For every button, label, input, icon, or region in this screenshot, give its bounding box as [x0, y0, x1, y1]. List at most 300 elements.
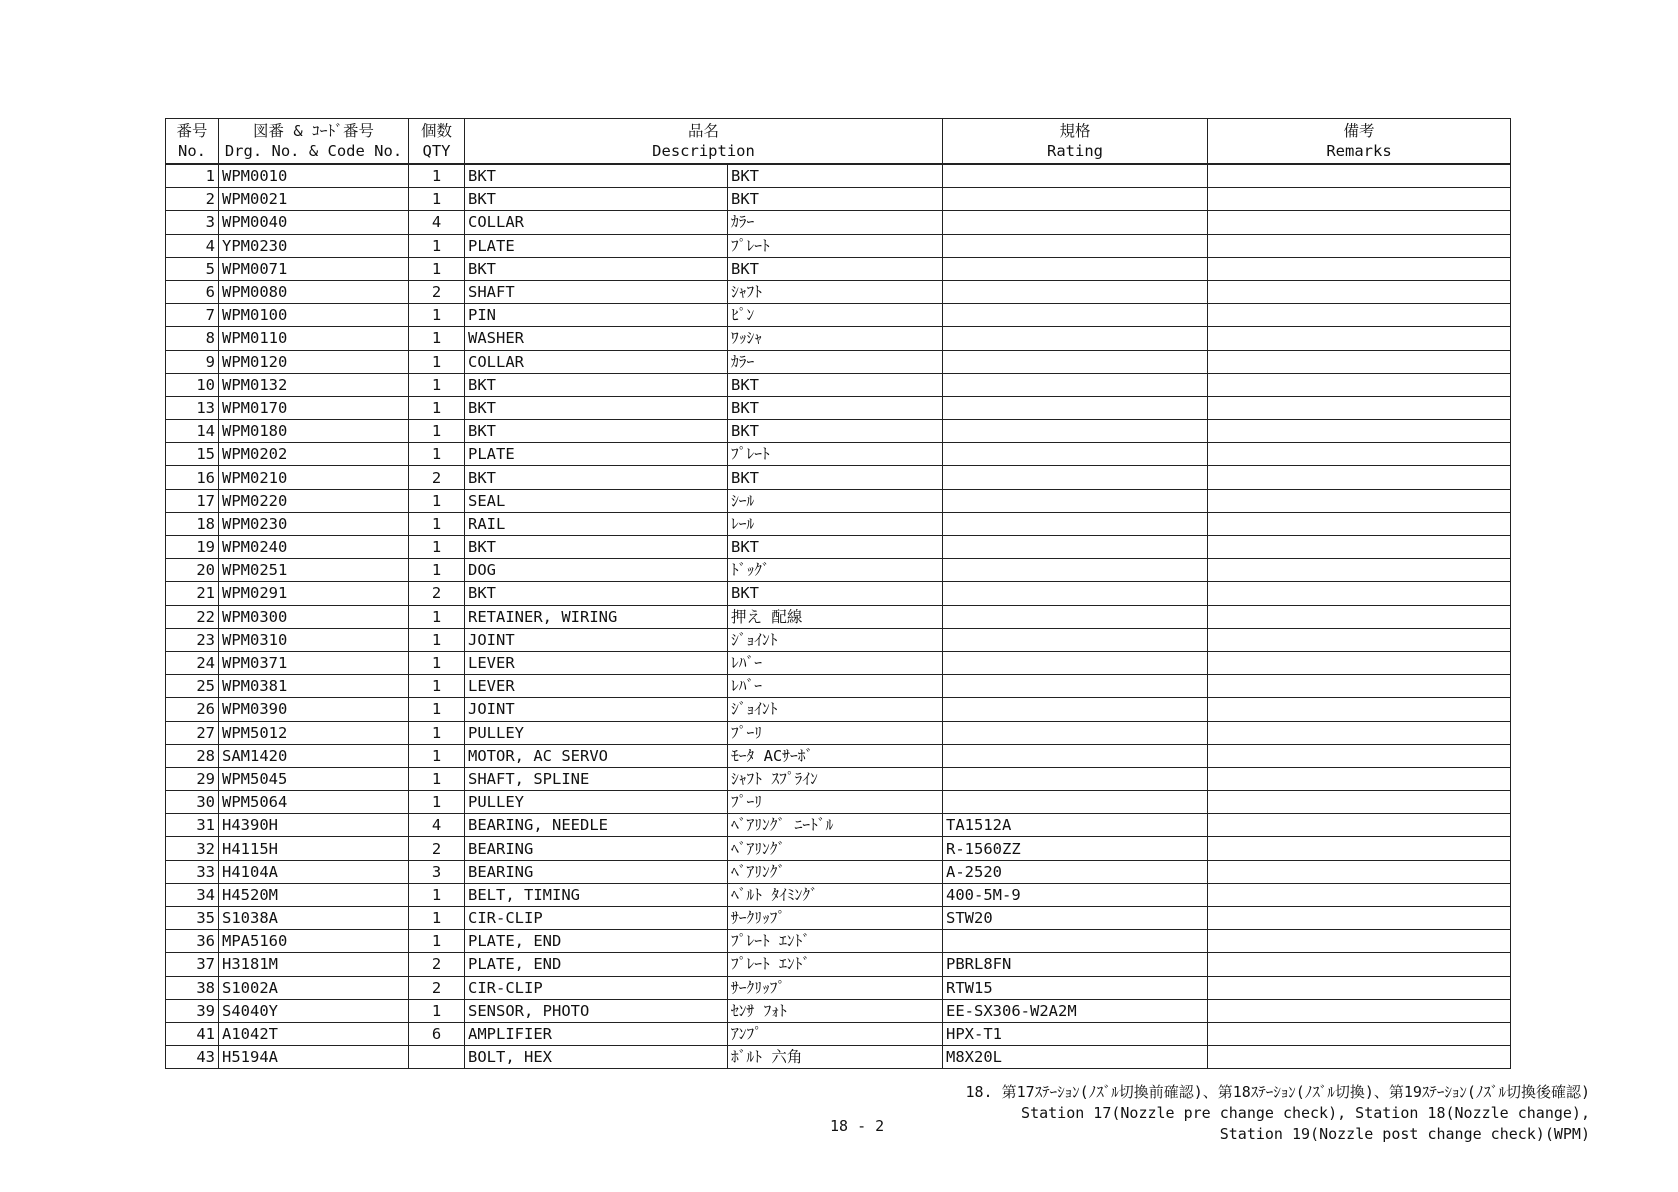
cell-description-jp: ｱﾝﾌﾟ: [728, 1022, 943, 1045]
cell-quantity: 1: [409, 512, 465, 535]
table-row: [166, 883, 1511, 906]
cell-drawing-code: WPM0230: [219, 512, 409, 535]
cell-row-number: 15: [166, 443, 219, 466]
cell-row-number: 43: [166, 1046, 219, 1069]
cell-rating: A-2520: [943, 860, 1208, 883]
cell-row-number: 1: [166, 164, 219, 188]
cell-drawing-code: H5194A: [219, 1046, 409, 1069]
cell-drawing-code: WPM0170: [219, 396, 409, 419]
cell-description-en: SHAFT, SPLINE: [465, 767, 728, 790]
cell-description-jp: BKT: [728, 466, 943, 489]
cell-drawing-code: WPM0071: [219, 257, 409, 280]
cell-drawing-code: S1002A: [219, 976, 409, 999]
cell-rating: [943, 698, 1208, 721]
table-row: [166, 257, 1511, 280]
cell-description-jp: ﾍﾞｱﾘﾝｸﾞ: [728, 860, 943, 883]
cell-description-en: PLATE: [465, 443, 728, 466]
cell-description-jp: ｼﾞｮｲﾝﾄ: [728, 628, 943, 651]
cell-drawing-code: S1038A: [219, 907, 409, 930]
cell-quantity: 1: [409, 559, 465, 582]
cell-row-number: 41: [166, 1022, 219, 1045]
table-row: [166, 350, 1511, 373]
cell-quantity: 1: [409, 536, 465, 559]
cell-description-jp: ﾌﾟﾚｰﾄ: [728, 234, 943, 257]
cell-rating: TA1512A: [943, 814, 1208, 837]
cell-quantity: 1: [409, 628, 465, 651]
cell-quantity: 1: [409, 791, 465, 814]
table-row: [166, 188, 1511, 211]
table-row: [166, 675, 1511, 698]
cell-drawing-code: WPM0100: [219, 304, 409, 327]
cell-description-en: COLLAR: [465, 350, 728, 373]
cell-description-jp: BKT: [728, 257, 943, 280]
cell-remarks: [1208, 257, 1511, 280]
cell-row-number: 22: [166, 605, 219, 628]
cell-remarks: [1208, 605, 1511, 628]
cell-drawing-code: YPM0230: [219, 234, 409, 257]
cell-description-en: WASHER: [465, 327, 728, 350]
cell-rating: [943, 744, 1208, 767]
cell-quantity: 2: [409, 976, 465, 999]
cell-row-number: 16: [166, 466, 219, 489]
cell-drawing-code: WPM0021: [219, 188, 409, 211]
cell-row-number: 37: [166, 953, 219, 976]
cell-remarks: [1208, 304, 1511, 327]
cell-rating: [943, 211, 1208, 234]
cell-description-jp: BKT: [728, 396, 943, 419]
cell-row-number: 34: [166, 883, 219, 906]
cell-row-number: 30: [166, 791, 219, 814]
cell-remarks: [1208, 953, 1511, 976]
cell-description-en: BKT: [465, 396, 728, 419]
cell-description-en: LEVER: [465, 651, 728, 674]
cell-description-en: PLATE, END: [465, 930, 728, 953]
cell-description-jp: ﾄﾞｯｸﾞ: [728, 559, 943, 582]
cell-remarks: [1208, 512, 1511, 535]
cell-description-en: PLATE: [465, 234, 728, 257]
cell-row-number: 26: [166, 698, 219, 721]
cell-description-en: DOG: [465, 559, 728, 582]
cell-row-number: 7: [166, 304, 219, 327]
cell-quantity: 1: [409, 396, 465, 419]
cell-description-en: PLATE, END: [465, 953, 728, 976]
cell-drawing-code: WPM0251: [219, 559, 409, 582]
table-row: [166, 721, 1511, 744]
cell-description-jp: BKT: [728, 582, 943, 605]
cell-row-number: 6: [166, 280, 219, 303]
cell-drawing-code: H4390H: [219, 814, 409, 837]
table-row: [166, 466, 1511, 489]
table-row: [166, 373, 1511, 396]
cell-rating: 400-5M-9: [943, 883, 1208, 906]
cell-row-number: 38: [166, 976, 219, 999]
cell-rating: [943, 234, 1208, 257]
cell-rating: [943, 466, 1208, 489]
cell-rating: [943, 536, 1208, 559]
cell-row-number: 14: [166, 420, 219, 443]
cell-rating: M8X20L: [943, 1046, 1208, 1069]
cell-remarks: [1208, 999, 1511, 1022]
cell-description-jp: ｼﾞｮｲﾝﾄ: [728, 698, 943, 721]
table-row: [166, 420, 1511, 443]
cell-quantity: 1: [409, 605, 465, 628]
cell-drawing-code: WPM5012: [219, 721, 409, 744]
table-row: [166, 396, 1511, 419]
cell-rating: [943, 443, 1208, 466]
cell-description-jp: ﾓｰﾀ ACｻｰﾎﾞ: [728, 744, 943, 767]
cell-drawing-code: WPM0040: [219, 211, 409, 234]
cell-remarks: [1208, 883, 1511, 906]
cell-quantity: 1: [409, 443, 465, 466]
cell-remarks: [1208, 721, 1511, 744]
cell-quantity: 1: [409, 373, 465, 396]
table-row: [166, 651, 1511, 674]
cell-description-jp: ｼｬﾌﾄ: [728, 280, 943, 303]
cell-row-number: 24: [166, 651, 219, 674]
cell-row-number: 10: [166, 373, 219, 396]
cell-rating: R-1560ZZ: [943, 837, 1208, 860]
table-row: [166, 814, 1511, 837]
cell-row-number: 2: [166, 188, 219, 211]
cell-description-en: SHAFT: [465, 280, 728, 303]
table-row: [166, 860, 1511, 883]
cell-description-en: PIN: [465, 304, 728, 327]
cell-rating: [943, 280, 1208, 303]
cell-row-number: 31: [166, 814, 219, 837]
cell-quantity: 1: [409, 304, 465, 327]
table-row: [166, 953, 1511, 976]
header-drg-no: 図番 & ｺｰﾄﾞ番号 Drg. No. & Code No.: [219, 119, 409, 165]
cell-rating: [943, 605, 1208, 628]
cell-rating: RTW15: [943, 976, 1208, 999]
cell-description-en: JOINT: [465, 628, 728, 651]
cell-remarks: [1208, 420, 1511, 443]
cell-description-jp: BKT: [728, 536, 943, 559]
header-remarks: 備考 Remarks: [1208, 119, 1511, 165]
cell-drawing-code: WPM0080: [219, 280, 409, 303]
cell-remarks: [1208, 536, 1511, 559]
table-row: [166, 1046, 1511, 1069]
cell-rating: [943, 373, 1208, 396]
cell-description-en: SENSOR, PHOTO: [465, 999, 728, 1022]
parts-list-table: [165, 118, 1511, 1069]
cell-description-en: CIR-CLIP: [465, 976, 728, 999]
cell-remarks: [1208, 675, 1511, 698]
cell-rating: [943, 512, 1208, 535]
table-row: [166, 164, 1511, 188]
cell-description-en: AMPLIFIER: [465, 1022, 728, 1045]
cell-remarks: [1208, 327, 1511, 350]
cell-row-number: 18: [166, 512, 219, 535]
cell-rating: [943, 304, 1208, 327]
table-row: [166, 582, 1511, 605]
cell-rating: [943, 721, 1208, 744]
cell-rating: [943, 582, 1208, 605]
cell-row-number: 27: [166, 721, 219, 744]
cell-description-jp: BKT: [728, 164, 943, 188]
cell-description-en: MOTOR, AC SERVO: [465, 744, 728, 767]
cell-description-en: RAIL: [465, 512, 728, 535]
cell-quantity: 1: [409, 675, 465, 698]
cell-description-en: BEARING, NEEDLE: [465, 814, 728, 837]
cell-description-jp: ﾎﾞﾙﾄ 六角: [728, 1046, 943, 1069]
cell-description-jp: ﾚﾊﾞｰ: [728, 675, 943, 698]
cell-drawing-code: WPM0240: [219, 536, 409, 559]
cell-drawing-code: WPM5064: [219, 791, 409, 814]
cell-description-en: PULLEY: [465, 721, 728, 744]
table-row: [166, 744, 1511, 767]
cell-description-jp: ｶﾗｰ: [728, 211, 943, 234]
table-row: [166, 605, 1511, 628]
cell-description-en: SEAL: [465, 489, 728, 512]
table-header: [166, 119, 1511, 165]
table-row: [166, 280, 1511, 303]
cell-quantity: 1: [409, 164, 465, 188]
cell-row-number: 32: [166, 837, 219, 860]
cell-row-number: 33: [166, 860, 219, 883]
cell-remarks: [1208, 280, 1511, 303]
cell-drawing-code: WPM0110: [219, 327, 409, 350]
cell-drawing-code: WPM0300: [219, 605, 409, 628]
cell-rating: [943, 628, 1208, 651]
cell-description-en: BKT: [465, 257, 728, 280]
cell-row-number: 35: [166, 907, 219, 930]
cell-description-en: BELT, TIMING: [465, 883, 728, 906]
cell-row-number: 21: [166, 582, 219, 605]
cell-description-jp: ﾚｰﾙ: [728, 512, 943, 535]
cell-description-jp: ｾﾝｻ ﾌｫﾄ: [728, 999, 943, 1022]
cell-quantity: 1: [409, 651, 465, 674]
cell-drawing-code: WPM0390: [219, 698, 409, 721]
cell-drawing-code: WPM0202: [219, 443, 409, 466]
cell-rating: PBRL8FN: [943, 953, 1208, 976]
cell-drawing-code: WPM0291: [219, 582, 409, 605]
cell-description-jp: ｻｰｸﾘｯﾌﾟ: [728, 907, 943, 930]
cell-rating: STW20: [943, 907, 1208, 930]
cell-description-jp: ﾌﾟﾚｰﾄ ｴﾝﾄﾞ: [728, 953, 943, 976]
cell-remarks: [1208, 837, 1511, 860]
cell-rating: [943, 350, 1208, 373]
cell-row-number: 13: [166, 396, 219, 419]
cell-description-en: PULLEY: [465, 791, 728, 814]
cell-quantity: 1: [409, 489, 465, 512]
cell-rating: [943, 559, 1208, 582]
cell-quantity: 2: [409, 953, 465, 976]
cell-quantity: 1: [409, 698, 465, 721]
cell-drawing-code: WPM0310: [219, 628, 409, 651]
section-title-en-line2: Station 19(Nozzle post change check)(WPM): [1219, 1125, 1590, 1143]
cell-description-jp: ﾌﾟﾚｰﾄ ｴﾝﾄﾞ: [728, 930, 943, 953]
cell-remarks: [1208, 582, 1511, 605]
cell-rating: [943, 420, 1208, 443]
cell-drawing-code: MPA5160: [219, 930, 409, 953]
cell-quantity: 1: [409, 999, 465, 1022]
cell-row-number: 39: [166, 999, 219, 1022]
cell-rating: [943, 327, 1208, 350]
cell-drawing-code: A1042T: [219, 1022, 409, 1045]
cell-remarks: [1208, 350, 1511, 373]
cell-remarks: [1208, 791, 1511, 814]
table-row: [166, 976, 1511, 999]
cell-drawing-code: H4104A: [219, 860, 409, 883]
cell-remarks: [1208, 373, 1511, 396]
cell-rating: [943, 767, 1208, 790]
cell-drawing-code: WPM5045: [219, 767, 409, 790]
cell-description-jp: ﾍﾞｱﾘﾝｸﾞ: [728, 837, 943, 860]
cell-drawing-code: WPM0132: [219, 373, 409, 396]
cell-rating: [943, 651, 1208, 674]
cell-remarks: [1208, 559, 1511, 582]
cell-remarks: [1208, 698, 1511, 721]
cell-drawing-code: WPM0010: [219, 164, 409, 188]
cell-description-jp: BKT: [728, 188, 943, 211]
table-row: [166, 930, 1511, 953]
cell-row-number: 5: [166, 257, 219, 280]
cell-row-number: 19: [166, 536, 219, 559]
header-description: 品名 Description: [465, 119, 943, 165]
cell-row-number: 36: [166, 930, 219, 953]
cell-description-jp: ﾜｯｼｬ: [728, 327, 943, 350]
cell-drawing-code: WPM0210: [219, 466, 409, 489]
cell-quantity: 1: [409, 420, 465, 443]
table-row: [166, 837, 1511, 860]
cell-row-number: 4: [166, 234, 219, 257]
cell-quantity: 1: [409, 883, 465, 906]
header-qty: 個数 QTY: [409, 119, 465, 165]
table-row: [166, 791, 1511, 814]
cell-description-en: BEARING: [465, 860, 728, 883]
cell-rating: [943, 164, 1208, 188]
table-body: [166, 164, 1511, 1069]
cell-description-jp: BKT: [728, 420, 943, 443]
cell-row-number: 23: [166, 628, 219, 651]
cell-description-jp: ﾍﾞﾙﾄ ﾀｲﾐﾝｸﾞ: [728, 883, 943, 906]
cell-rating: [943, 791, 1208, 814]
cell-description-jp: ﾌﾟﾚｰﾄ: [728, 443, 943, 466]
cell-description-jp: ｼｬﾌﾄ ｽﾌﾟﾗｲﾝ: [728, 767, 943, 790]
cell-rating: HPX-T1: [943, 1022, 1208, 1045]
cell-remarks: [1208, 188, 1511, 211]
cell-drawing-code: H4115H: [219, 837, 409, 860]
cell-drawing-code: WPM0371: [219, 651, 409, 674]
cell-description-jp: ｼｰﾙ: [728, 489, 943, 512]
cell-description-en: BOLT, HEX: [465, 1046, 728, 1069]
cell-row-number: 20: [166, 559, 219, 582]
cell-description-jp: ｻｰｸﾘｯﾌﾟ: [728, 976, 943, 999]
cell-quantity: 1: [409, 744, 465, 767]
cell-row-number: 9: [166, 350, 219, 373]
page-number: 18 - 2: [830, 1117, 885, 1135]
cell-rating: [943, 675, 1208, 698]
cell-drawing-code: H4520M: [219, 883, 409, 906]
cell-remarks: [1208, 164, 1511, 188]
table-row: [166, 907, 1511, 930]
table-row: [166, 211, 1511, 234]
cell-description-en: BEARING: [465, 837, 728, 860]
cell-description-en: LEVER: [465, 675, 728, 698]
cell-quantity: 1: [409, 188, 465, 211]
table-row: [166, 559, 1511, 582]
cell-quantity: 2: [409, 466, 465, 489]
cell-remarks: [1208, 211, 1511, 234]
table-row: [166, 698, 1511, 721]
cell-remarks: [1208, 489, 1511, 512]
table-row: [166, 304, 1511, 327]
cell-drawing-code: H3181M: [219, 953, 409, 976]
cell-remarks: [1208, 628, 1511, 651]
cell-description-en: BKT: [465, 536, 728, 559]
cell-row-number: 29: [166, 767, 219, 790]
header-rating: 規格 Rating: [943, 119, 1208, 165]
cell-quantity: 1: [409, 907, 465, 930]
cell-remarks: [1208, 234, 1511, 257]
cell-quantity: 1: [409, 234, 465, 257]
cell-quantity: [409, 1046, 465, 1069]
cell-description-en: JOINT: [465, 698, 728, 721]
section-title-jp: 18. 第17ｽﾃｰｼｮﾝ(ﾉｽﾞﾙ切換前確認)、第18ｽﾃｰｼｮﾝ(ﾉｽﾞﾙ切換)、第19ｽﾃｰｼｮﾝ(ﾉｽﾞﾙ切換後確認): [965, 1083, 1590, 1101]
cell-row-number: 17: [166, 489, 219, 512]
cell-quantity: 1: [409, 350, 465, 373]
cell-description-en: BKT: [465, 373, 728, 396]
cell-rating: [943, 257, 1208, 280]
cell-remarks: [1208, 930, 1511, 953]
cell-quantity: 2: [409, 582, 465, 605]
cell-drawing-code: S4040Y: [219, 999, 409, 1022]
cell-description-jp: ﾌﾟｰﾘ: [728, 721, 943, 744]
cell-remarks: [1208, 651, 1511, 674]
table-row: [166, 1022, 1511, 1045]
cell-description-jp: ﾍﾞｱﾘﾝｸﾞ ﾆｰﾄﾞﾙ: [728, 814, 943, 837]
cell-description-en: BKT: [465, 582, 728, 605]
cell-description-en: BKT: [465, 164, 728, 188]
cell-remarks: [1208, 443, 1511, 466]
cell-rating: [943, 396, 1208, 419]
table-row: [166, 327, 1511, 350]
cell-description-en: RETAINER, WIRING: [465, 605, 728, 628]
table-row: [166, 234, 1511, 257]
cell-quantity: 2: [409, 837, 465, 860]
cell-quantity: 3: [409, 860, 465, 883]
cell-quantity: 1: [409, 257, 465, 280]
cell-remarks: [1208, 976, 1511, 999]
cell-row-number: 3: [166, 211, 219, 234]
cell-remarks: [1208, 907, 1511, 930]
cell-description-jp: 押え 配線: [728, 605, 943, 628]
cell-rating: EE-SX306-W2A2M: [943, 999, 1208, 1022]
cell-remarks: [1208, 396, 1511, 419]
cell-description-en: BKT: [465, 420, 728, 443]
cell-drawing-code: WPM0180: [219, 420, 409, 443]
table-row: [166, 767, 1511, 790]
table-row: [166, 628, 1511, 651]
cell-drawing-code: WPM0120: [219, 350, 409, 373]
cell-row-number: 28: [166, 744, 219, 767]
cell-quantity: 4: [409, 211, 465, 234]
table-row: [166, 489, 1511, 512]
section-title: [966, 1082, 1591, 1145]
header-no: 番号 No.: [166, 119, 219, 165]
cell-remarks: [1208, 814, 1511, 837]
cell-description-en: CIR-CLIP: [465, 907, 728, 930]
cell-quantity: 2: [409, 280, 465, 303]
cell-remarks: [1208, 860, 1511, 883]
cell-quantity: 1: [409, 767, 465, 790]
cell-remarks: [1208, 744, 1511, 767]
cell-quantity: 1: [409, 930, 465, 953]
cell-remarks: [1208, 1046, 1511, 1069]
cell-rating: [943, 930, 1208, 953]
cell-quantity: 1: [409, 721, 465, 744]
